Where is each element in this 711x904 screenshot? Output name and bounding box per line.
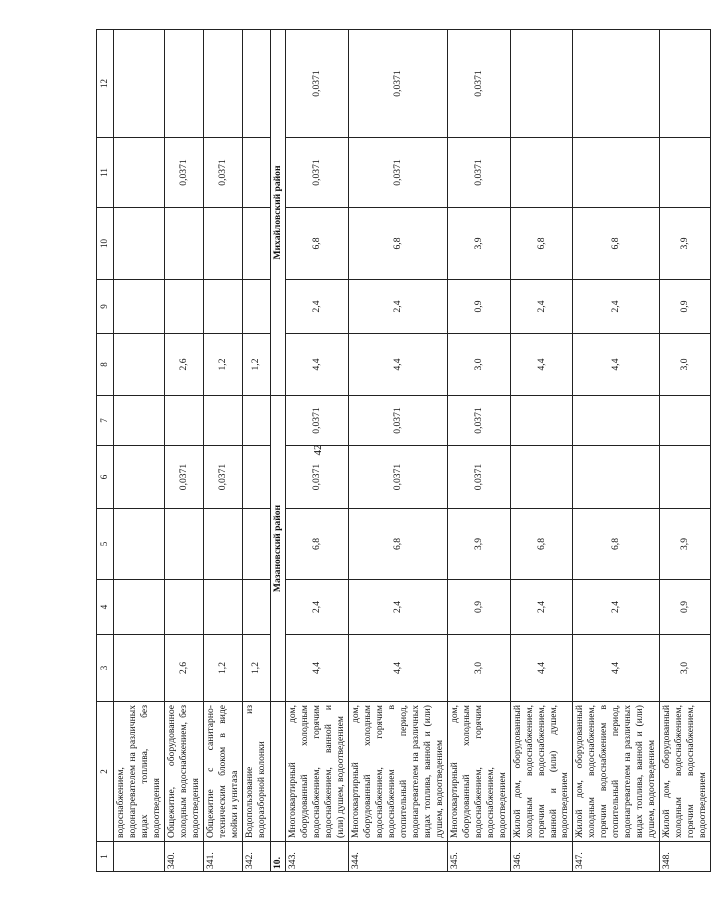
value-cell: 2,4 xyxy=(510,580,573,635)
value-cell: 0,0371 xyxy=(348,138,447,208)
table-row xyxy=(164,30,203,872)
value-cell: 1,2 xyxy=(242,635,270,702)
column-header: 6 xyxy=(97,446,114,509)
value-cell xyxy=(114,30,165,138)
value-cell: 3,9 xyxy=(660,509,711,580)
value-cell xyxy=(242,446,270,509)
table-row xyxy=(114,30,165,872)
value-cell: 0,0371 xyxy=(164,138,203,208)
value-cell: 0,9 xyxy=(447,580,510,635)
value-cell xyxy=(242,580,270,635)
value-cell xyxy=(510,446,573,509)
value-cell: 2,4 xyxy=(510,280,573,334)
column-header: 1 xyxy=(97,842,114,872)
row-description: Многоквартирный дом, оборудованный холодным водоснабжением, горячим водоснабжением в отопительный период, водонагревателем на различных видах топлива, ванной и (или) душем, водоотведением xyxy=(348,702,447,842)
value-cell: 0,9 xyxy=(660,280,711,334)
value-cell xyxy=(114,635,165,702)
value-cell: 0,0371 xyxy=(447,138,510,208)
value-cell xyxy=(242,280,270,334)
region-blank-cell xyxy=(270,702,285,842)
value-cell: 0,0371 xyxy=(203,138,242,208)
value-cell: 4,4 xyxy=(510,334,573,396)
region-number: 10. xyxy=(270,842,285,872)
value-cell xyxy=(114,509,165,580)
value-cell: 4,4 xyxy=(573,334,660,396)
value-cell xyxy=(114,334,165,396)
value-cell: 0,0371 xyxy=(348,30,447,138)
row-description: Жилой дом, оборудованный холодным водоснабжением, горячим водоснабжением, водоотведением xyxy=(660,702,711,842)
value-cell: 0,0371 xyxy=(447,446,510,509)
rotated-page xyxy=(96,30,709,872)
row-number: 342. xyxy=(242,842,270,872)
value-cell xyxy=(203,30,242,138)
value-cell: 1,2 xyxy=(203,334,242,396)
value-cell: 3,0 xyxy=(660,635,711,702)
value-cell xyxy=(510,30,573,138)
value-cell: 0,0371 xyxy=(164,446,203,509)
value-cell xyxy=(573,446,660,509)
table-row xyxy=(510,30,573,872)
value-cell: 4,4 xyxy=(573,635,660,702)
row-number: 341. xyxy=(203,842,242,872)
value-cell: 0,0371 xyxy=(447,30,510,138)
row-number: 340. xyxy=(164,842,203,872)
row-description: Жилой дом, оборудованный холодным водоснабжением, горячим водоснабжением в отопительный период, водонагревателем на различных видах топлива, ванной и (или) душем, водоотведением xyxy=(573,702,660,842)
column-header: 7 xyxy=(97,396,114,446)
row-number: 348. xyxy=(660,842,711,872)
table-row xyxy=(573,30,660,872)
table-row xyxy=(242,30,270,872)
column-header: 4 xyxy=(97,580,114,635)
row-description: Многоквартирный дом, оборудованный холодным водоснабжением, горячим водоснабжением, водоотведением xyxy=(447,702,510,842)
value-cell xyxy=(660,446,711,509)
value-cell xyxy=(114,580,165,635)
value-cell: 0,0371 xyxy=(203,446,242,509)
value-cell: 0,0371 xyxy=(348,396,447,446)
value-cell xyxy=(164,396,203,446)
value-cell: 6,8 xyxy=(285,208,348,280)
value-cell xyxy=(114,446,165,509)
value-cell: 3,9 xyxy=(447,208,510,280)
value-cell: 2,4 xyxy=(348,580,447,635)
value-cell: 2,4 xyxy=(573,580,660,635)
value-cell xyxy=(573,396,660,446)
row-number: 347. xyxy=(573,842,660,872)
column-header: 8 xyxy=(97,334,114,396)
value-cell xyxy=(114,138,165,208)
row-number: 346. xyxy=(510,842,573,872)
value-cell: 6,8 xyxy=(510,509,573,580)
value-cell xyxy=(510,396,573,446)
value-cell: 6,8 xyxy=(573,509,660,580)
value-cell: 0,0371 xyxy=(447,396,510,446)
value-cell: 6,8 xyxy=(285,509,348,580)
value-cell xyxy=(203,396,242,446)
table-row xyxy=(348,30,447,872)
value-cell: 0,9 xyxy=(660,580,711,635)
value-cell: 6,8 xyxy=(510,208,573,280)
value-cell: 4,4 xyxy=(348,334,447,396)
value-cell: 0,0371 xyxy=(285,396,348,446)
row-description: Общежитие с санитарно-техническим блоком в виде мойки и унитаза xyxy=(203,702,242,842)
region-name-right: Михайловский район xyxy=(270,30,285,396)
value-cell xyxy=(510,138,573,208)
table-row xyxy=(447,30,510,872)
value-cell: 3,9 xyxy=(660,208,711,280)
value-cell xyxy=(164,30,203,138)
row-description: водоснабжением, водонагревателем на различных видах топлива, без водоотведения xyxy=(114,702,165,842)
value-cell: 0,0371 xyxy=(285,138,348,208)
value-cell: 0,9 xyxy=(447,280,510,334)
page-number: 42 xyxy=(312,444,324,456)
region-row xyxy=(270,30,285,872)
value-cell xyxy=(573,30,660,138)
value-cell: 3,9 xyxy=(447,509,510,580)
value-cell: 2,4 xyxy=(348,280,447,334)
value-cell: 2,4 xyxy=(285,280,348,334)
value-cell xyxy=(114,208,165,280)
value-cell: 2,6 xyxy=(164,334,203,396)
table-row xyxy=(203,30,242,872)
value-cell: 2,4 xyxy=(573,280,660,334)
value-cell: 3,0 xyxy=(447,334,510,396)
value-cell xyxy=(164,208,203,280)
table-row xyxy=(285,30,348,872)
value-cell: 2,6 xyxy=(164,635,203,702)
value-cell: 4,4 xyxy=(285,635,348,702)
value-cell xyxy=(203,208,242,280)
value-cell xyxy=(203,509,242,580)
column-header: 12 xyxy=(97,30,114,138)
value-cell xyxy=(164,280,203,334)
table-row xyxy=(660,30,711,872)
value-cell: 6,8 xyxy=(348,509,447,580)
value-cell xyxy=(164,580,203,635)
value-cell xyxy=(573,138,660,208)
value-cell: 4,4 xyxy=(285,334,348,396)
region-name-left: Мазановский район xyxy=(270,396,285,702)
column-header: 3 xyxy=(97,635,114,702)
value-cell xyxy=(114,280,165,334)
column-header: 10 xyxy=(97,208,114,280)
row-number xyxy=(114,842,165,872)
value-cell: 3,0 xyxy=(447,635,510,702)
column-header: 2 xyxy=(97,702,114,842)
row-description: Многоквартирный дом, оборудованный холодным водоснабжением, горячим водоснабжением, ванной и (или) душем, водоотведением xyxy=(285,702,348,842)
value-cell xyxy=(242,30,270,138)
column-header: 5 xyxy=(97,509,114,580)
value-cell: 1,2 xyxy=(242,334,270,396)
value-cell: 4,4 xyxy=(510,635,573,702)
value-cell: 1,2 xyxy=(203,635,242,702)
value-cell: 3,0 xyxy=(660,334,711,396)
value-cell xyxy=(242,208,270,280)
value-cell xyxy=(242,396,270,446)
value-cell: 2,4 xyxy=(285,580,348,635)
value-cell xyxy=(660,138,711,208)
header-row xyxy=(97,30,114,872)
value-cell: 0,0371 xyxy=(285,446,348,509)
value-cell: 0,0371 xyxy=(348,446,447,509)
value-cell: 0,0371 xyxy=(285,30,348,138)
value-cell xyxy=(203,580,242,635)
row-description: Водопользование из водоразборной колонки xyxy=(242,702,270,842)
tariff-table xyxy=(96,29,711,872)
value-cell: 6,8 xyxy=(348,208,447,280)
column-header: 11 xyxy=(97,138,114,208)
value-cell xyxy=(164,509,203,580)
row-description: Жилой дом, оборудованный холодным водоснабжением, горячим водоснабжением, ванной и (или) душем, водоотведением xyxy=(510,702,573,842)
value-cell xyxy=(203,280,242,334)
row-number: 345. xyxy=(447,842,510,872)
column-header: 9 xyxy=(97,280,114,334)
value-cell xyxy=(660,30,711,138)
value-cell xyxy=(242,138,270,208)
value-cell: 6,8 xyxy=(573,208,660,280)
row-number: 344. xyxy=(348,842,447,872)
value-cell xyxy=(660,396,711,446)
row-number: 343. xyxy=(285,842,348,872)
value-cell xyxy=(242,509,270,580)
table-body xyxy=(97,30,711,872)
value-cell xyxy=(114,396,165,446)
value-cell: 4,4 xyxy=(348,635,447,702)
row-description: Общежитие, оборудованное холодным водоснабжением, без водоотведения xyxy=(164,702,203,842)
